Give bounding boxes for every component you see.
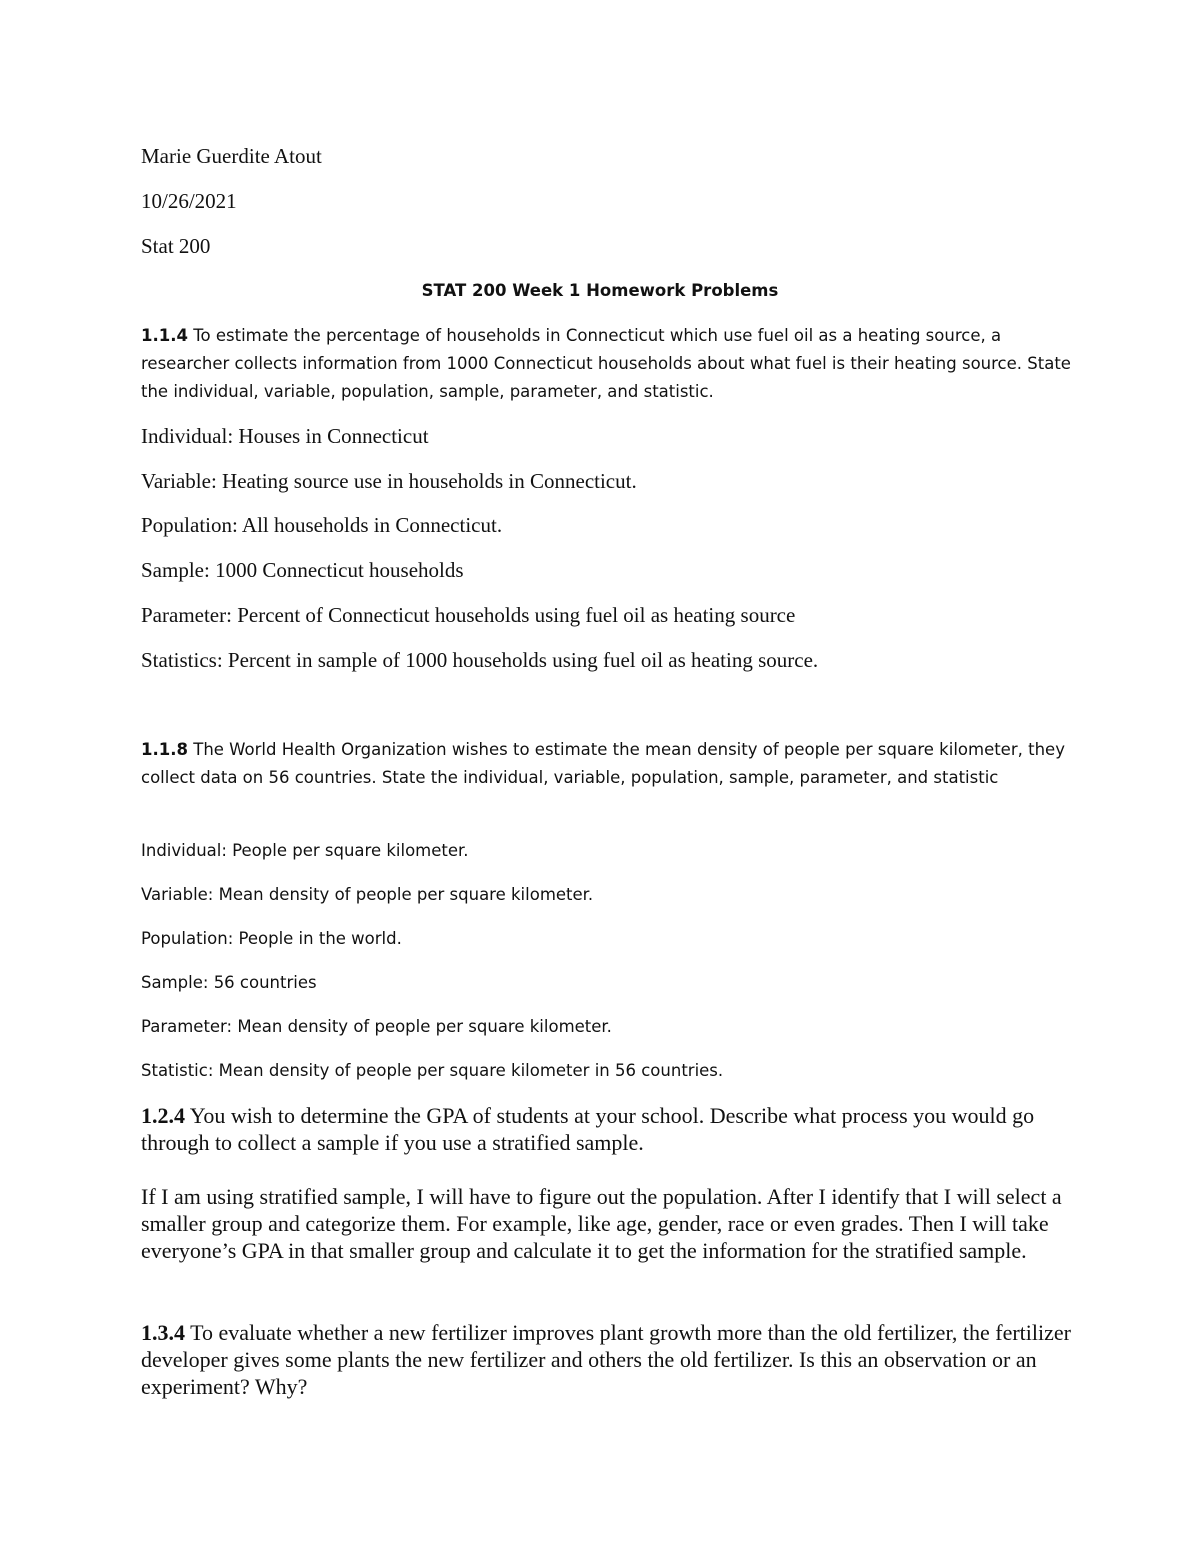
answer-population: Population: All households in Connecticut. (141, 513, 503, 537)
answer-label: Population: (141, 929, 234, 948)
course-name: Stat 200 (141, 234, 211, 258)
answer-parameter: Parameter: Percent of Connecticut households using fuel oil as heating source (141, 603, 796, 627)
answer-text: People per square kilometer. (232, 841, 469, 860)
question-prompt: You wish to determine the GPA of students at your school. Describe what process you would go through to collect a sample if you use a stratified sample. (141, 1103, 1035, 1155)
answer-label: Statistic: (141, 1061, 214, 1080)
answer-statistic (141, 1057, 723, 1085)
question-number: 1.3.4 (141, 1320, 185, 1345)
question-1-2-4 (141, 1102, 1071, 1156)
answer-statistic: Statistics: Percent in sample of 1000 households using fuel oil as heating source. (141, 648, 819, 672)
answer-individual: Individual: Houses in Connecticut (141, 424, 429, 448)
answer-label: Variable: (141, 885, 214, 904)
question-1-1-4 (141, 322, 1071, 406)
answer-sample: Sample: 1000 Connecticut households (141, 558, 464, 582)
answer-population (141, 925, 402, 953)
answer-label: Individual: (141, 841, 227, 860)
answer-stratified-sample: If I am using stratified sample, I will have to figure out the population. After I identify that I will select a smaller group and categorize them. For example, like age, gender, race or even grades. Then I will take everyone’s GPA in that smaller group and calculate it to get the information for the stratified sample. (141, 1184, 1062, 1263)
answer-label: Parameter: (141, 1017, 233, 1036)
answer-sample (141, 969, 317, 997)
question-prompt: To estimate the percentage of households in Connecticut which use fuel oil as a heating source, a researcher collects information from 1000 Connecticut households about what fuel is their heating source. State the individual, variable, population, sample, parameter, and statistic. (141, 326, 1071, 401)
question-number: 1.1.8 (141, 740, 188, 759)
answer-text: Mean density of people per square kilometer. (237, 1017, 612, 1036)
answer-variable (141, 881, 593, 909)
question-prompt: To evaluate whether a new fertilizer improves plant growth more than the old fertilizer, the fertilizer developer gives some plants the new fertilizer and others the old fertilizer. Is this an observation or an experiment? Why? (141, 1320, 1071, 1399)
answer-text: Mean density of people per square kilometer. (218, 885, 594, 904)
question-1-3-4 (141, 1319, 1071, 1400)
question-prompt: The World Health Organization wishes to estimate the mean density of people per square kilometer, they collect data on 56 countries. State the individual, variable, population, sample, parameter, and statistic (141, 740, 1065, 787)
answer-text: 56 countries (213, 973, 317, 992)
question-number: 1.1.4 (141, 326, 188, 345)
answer-text: People in the world. (238, 929, 402, 948)
assignment-date: 10/26/2021 (141, 189, 237, 213)
answer-label: Sample: (141, 973, 209, 992)
answer-parameter (141, 1013, 612, 1041)
answer-individual (141, 837, 469, 865)
question-number: 1.2.4 (141, 1103, 185, 1128)
student-name: Marie Guerdite Atout (141, 144, 322, 168)
document-title: STAT 200 Week 1 Homework Problems (421, 281, 779, 300)
answer-text: Mean density of people per square kilometer in 56 countries. (218, 1061, 724, 1080)
answer-variable: Variable: Heating source use in households in Connecticut. (141, 469, 637, 493)
question-1-1-8 (141, 736, 1071, 792)
